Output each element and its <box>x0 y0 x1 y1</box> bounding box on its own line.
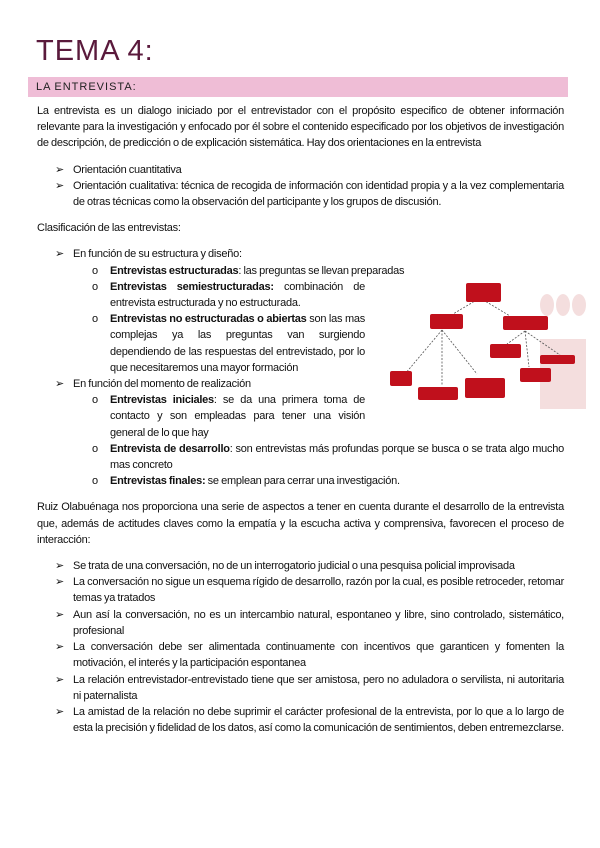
arrow-bullet-icon: ➢ <box>55 560 64 573</box>
structure-item: o Entrevistas semiestructuradas: combinación de entrevista estructurada y no estructurada. <box>92 280 365 310</box>
arrow-bullet-icon: ➢ <box>55 248 64 261</box>
arrow-bullet-icon: ➢ <box>55 641 64 654</box>
structure-item: o Entrevistas estructuradas: las preguntas se llevan preparadas <box>92 264 405 277</box>
section-heading-bar <box>28 77 568 97</box>
diagram-node <box>490 344 521 358</box>
orientation-item <box>55 162 564 178</box>
intro-paragraph: La entrevista es un dialogo iniciado por el entrevistador con el propósito especifico de obtener información relevante para la investigación y enfocado por él sobre el contenido especificado por los objetivos de investigación de descripción, de predicción o de explicación sistemática. Hay dos orientaciones en la entrevista <box>37 105 564 150</box>
section-heading: LA ENTREVISTA: <box>36 81 137 93</box>
diagram-node <box>430 314 463 329</box>
arrow-bullet-icon: ➢ <box>55 673 64 686</box>
moment-item: o Entrevistas finales: se emplean para cerrar una investigación. <box>92 475 400 488</box>
moment-heading <box>55 376 564 392</box>
structure-heading-text: En función de su estructura y diseño: <box>73 248 242 261</box>
arrow-bullet-icon: ➢ <box>55 576 64 589</box>
structure-item: o Entrevistas no estructuradas o abiertas son las mas complejas ya las preguntas van surgiendo dependiendo de las respuestas del entrevistado, por lo que necesitaremos una mayor formación <box>92 313 365 374</box>
aspect-item: ➢ La conversación debe ser alimentada continuamente con incentivos que garanticen y fomenten la motivación, el interés y la participación espontanea <box>55 641 564 670</box>
moment-item: o Entrevistas iniciales: se da una primera toma de contacto y son empleadas para tener una visión general de lo que hay <box>92 394 365 439</box>
moment-item: o Entrevista de desarrollo: son entrevistas más profundas porque se busca o se trata algo mucho mas concreto <box>92 442 564 472</box>
diagram-node <box>466 283 501 302</box>
arrow-bullet-icon: ➢ <box>55 705 64 718</box>
orientation-text: Orientación cuantitativa <box>73 163 182 176</box>
classification-label: Clasificación de las entrevistas: <box>37 222 181 235</box>
aspect-item: ➢ La relación entrevistador-entrevistado tiene que ser amistosa, pero no aduladora o servilista, ni autoritaria ni paternalista <box>55 673 564 702</box>
arrow-bullet-icon: ➢ <box>55 608 64 621</box>
arrow-bullet-icon: ➢ <box>55 378 64 391</box>
aspect-item: ➢ Aun así la conversación, no es un intercambio natural, espontaneo y libre, sino controlado, sistemático, profesional <box>55 608 564 637</box>
arrow-bullet-icon: ➢ <box>55 179 64 192</box>
ruiz-paragraph: Ruiz Olabuénaga nos proporciona una serie de aspectos a tener en cuenta durante el desarrollo de la entrevista que, además de actitudes claves como la empatía y la escucha activa y comprensiva, favorecen el proceso de interacción: <box>37 501 564 546</box>
orientation-text: Orientación cualitativa: técnica de recogida de información con identidad propia y a la vez complementaria de otras técnicas como la observación del participante y los grupos de discusión. <box>73 179 564 209</box>
orientation-item <box>55 178 564 210</box>
diagram-node <box>503 316 548 330</box>
aspect-item: ➢ La amistad de la relación no debe suprimir el carácter profesional de la entrevista, por lo que a lo largo de esta la precisión y fidelidad de los datos, así como la comunicación de sentimientos, deben entremezclarse. <box>55 705 564 735</box>
diagram-node <box>540 355 575 364</box>
moment-heading-text: En función del momento de realización <box>73 378 251 391</box>
aspect-item: ➢ La conversación no sigue un esquema rígido de desarrollo, razón por la cual, es posible retroceder, retomar temas ya tratados <box>55 576 564 605</box>
page-title: TEMA 4: <box>36 35 154 67</box>
arrow-bullet-icon: ➢ <box>55 163 64 176</box>
structure-section <box>37 246 564 489</box>
structure-heading <box>55 246 564 262</box>
aspect-item: ➢ Se trata de una conversación, no de un interrogatorio judicial o una pesquisa policial improvisada <box>55 558 564 574</box>
